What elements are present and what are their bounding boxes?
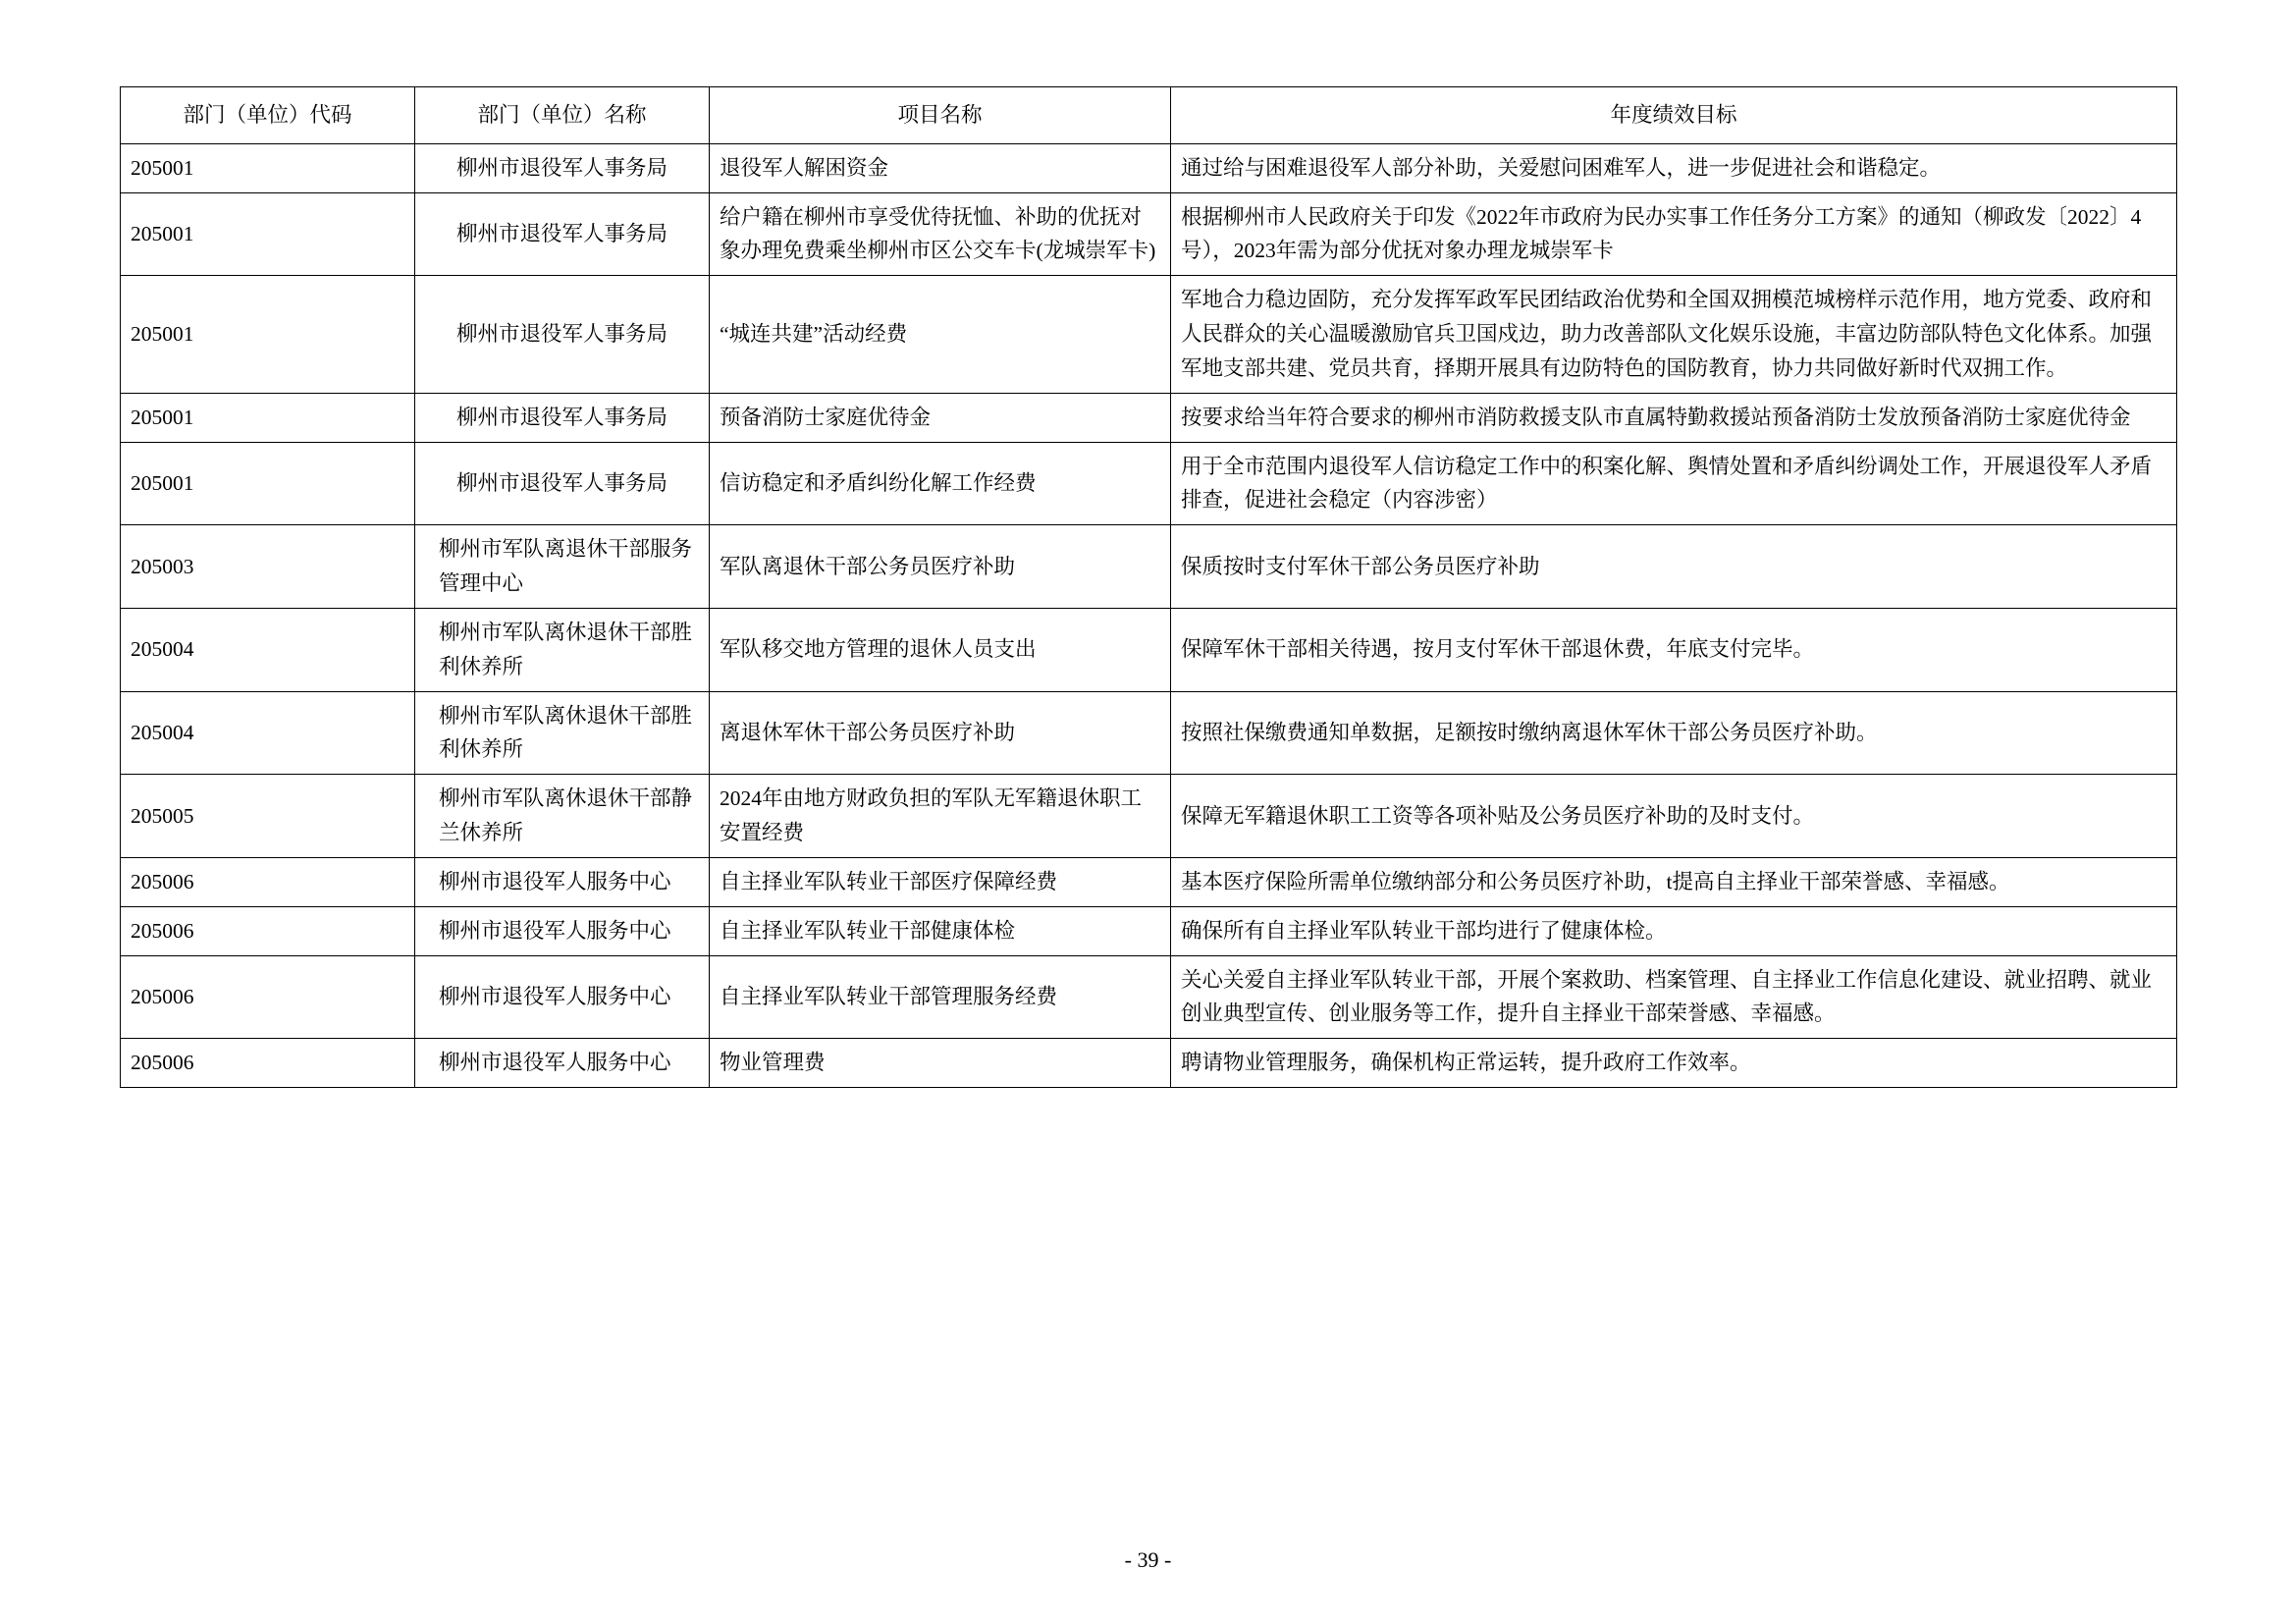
- cell-goal: 按要求给当年符合要求的柳州市消防救援支队市直属特勤救援站预备消防士发放预备消防士家庭优待金: [1171, 393, 2177, 442]
- table-row: [121, 442, 2177, 525]
- cell-department: 柳州市退役军人事务局: [415, 442, 710, 525]
- cell-department: 柳州市军队离退休干部服务管理中心: [415, 525, 710, 609]
- cell-goal: 按照社保缴费通知单数据，足额按时缴纳离退休军休干部公务员医疗补助。: [1171, 691, 2177, 775]
- cell-department: 柳州市退役军人服务中心: [415, 857, 710, 906]
- cell-code: 205006: [121, 906, 415, 955]
- cell-department: 柳州市军队离休退休干部胜利休养所: [415, 608, 710, 691]
- cell-code: 205001: [121, 143, 415, 192]
- cell-department: 柳州市退役军人事务局: [415, 393, 710, 442]
- cell-department: 柳州市退役军人服务中心: [415, 955, 710, 1039]
- cell-project: 2024年由地方财政负担的军队无军籍退休职工安置经费: [710, 775, 1171, 858]
- cell-goal: 保障无军籍退休职工工资等各项补贴及公务员医疗补助的及时支付。: [1171, 775, 2177, 858]
- cell-department: 柳州市退役军人事务局: [415, 192, 710, 276]
- cell-code: 205001: [121, 442, 415, 525]
- table-row: [121, 143, 2177, 192]
- table-row: [121, 775, 2177, 858]
- cell-project: 自主择业军队转业干部健康体检: [710, 906, 1171, 955]
- table-row: [121, 955, 2177, 1039]
- cell-project: 军队离退休干部公务员医疗补助: [710, 525, 1171, 609]
- cell-code: 205004: [121, 608, 415, 691]
- cell-department: 柳州市退役军人服务中心: [415, 1039, 710, 1088]
- cell-goal: 关心关爱自主择业军队转业干部，开展个案救助、档案管理、自主择业工作信息化建设、就业招聘、就业创业典型宣传、创业服务等工作，提升自主择业干部荣誉感、幸福感。: [1171, 955, 2177, 1039]
- cell-project: 信访稳定和矛盾纠纷化解工作经费: [710, 442, 1171, 525]
- cell-project: 给户籍在柳州市享受优待抚恤、补助的优抚对象办理免费乘坐柳州市区公交车卡(龙城崇军卡): [710, 192, 1171, 276]
- cell-project: 退役军人解困资金: [710, 143, 1171, 192]
- table-row: [121, 276, 2177, 393]
- table-row: [121, 393, 2177, 442]
- cell-project: 自主择业军队转业干部管理服务经费: [710, 955, 1171, 1039]
- cell-goal: 保障军休干部相关待遇，按月支付军休干部退休费，年底支付完毕。: [1171, 608, 2177, 691]
- table-row: [121, 525, 2177, 609]
- cell-code: 205006: [121, 857, 415, 906]
- cell-goal: 用于全市范围内退役军人信访稳定工作中的积案化解、舆情处置和矛盾纠纷调处工作，开展退役军人矛盾排查，促进社会稳定（内容涉密）: [1171, 442, 2177, 525]
- table-row: [121, 608, 2177, 691]
- cell-project: 自主择业军队转业干部医疗保障经费: [710, 857, 1171, 906]
- page-number: - 39 -: [1124, 1547, 1172, 1572]
- cell-code: 205001: [121, 192, 415, 276]
- cell-goal: 聘请物业管理服务，确保机构正常运转，提升政府工作效率。: [1171, 1039, 2177, 1088]
- cell-project: 军队移交地方管理的退休人员支出: [710, 608, 1171, 691]
- cell-code: 205006: [121, 1039, 415, 1088]
- column-header-code: 部门（单位）代码: [121, 87, 415, 144]
- column-header-department: 部门（单位）名称: [415, 87, 710, 144]
- cell-goal: 确保所有自主择业军队转业干部均进行了健康体检。: [1171, 906, 2177, 955]
- cell-code: 205001: [121, 276, 415, 393]
- cell-project: “城连共建”活动经费: [710, 276, 1171, 393]
- cell-department: 柳州市军队离休退休干部胜利休养所: [415, 691, 710, 775]
- cell-department: 柳州市军队离休退休干部静兰休养所: [415, 775, 710, 858]
- column-header-project: 项目名称: [710, 87, 1171, 144]
- cell-department: 柳州市退役军人事务局: [415, 276, 710, 393]
- cell-project: 离退休军休干部公务员医疗补助: [710, 691, 1171, 775]
- cell-code: 205003: [121, 525, 415, 609]
- cell-project: 物业管理费: [710, 1039, 1171, 1088]
- table-row: [121, 691, 2177, 775]
- cell-code: 205006: [121, 955, 415, 1039]
- cell-goal: 通过给与困难退役军人部分补助，关爱慰问困难军人，进一步促进社会和谐稳定。: [1171, 143, 2177, 192]
- cell-goal: 根据柳州市人民政府关于印发《2022年市政府为民办实事工作任务分工方案》的通知（柳政发〔2022〕4号），2023年需为部分优抚对象办理龙城崇军卡: [1171, 192, 2177, 276]
- table-row: [121, 857, 2177, 906]
- performance-goals-table: [120, 86, 2177, 1088]
- cell-department: 柳州市退役军人服务中心: [415, 906, 710, 955]
- table-header-row: [121, 87, 2177, 144]
- table-row: [121, 1039, 2177, 1088]
- cell-code: 205001: [121, 393, 415, 442]
- cell-goal: 保质按时支付军休干部公务员医疗补助: [1171, 525, 2177, 609]
- table-row: [121, 906, 2177, 955]
- cell-department: 柳州市退役军人事务局: [415, 143, 710, 192]
- cell-project: 预备消防士家庭优待金: [710, 393, 1171, 442]
- cell-code: 205004: [121, 691, 415, 775]
- cell-goal: 基本医疗保险所需单位缴纳部分和公务员医疗补助，t提高自主择业干部荣誉感、幸福感。: [1171, 857, 2177, 906]
- cell-code: 205005: [121, 775, 415, 858]
- table-row: [121, 192, 2177, 276]
- column-header-goal: 年度绩效目标: [1171, 87, 2177, 144]
- cell-goal: 军地合力稳边固防，充分发挥军政军民团结政治优势和全国双拥模范城榜样示范作用，地方党委、政府和人民群众的关心温暖激励官兵卫国戍边，助力改善部队文化娱乐设施，丰富边防部队特色文化体系。加强军地支部共建、党员共育，择期开展具有边防特色的国防教育，协力共同做好新时代双拥工作。: [1171, 276, 2177, 393]
